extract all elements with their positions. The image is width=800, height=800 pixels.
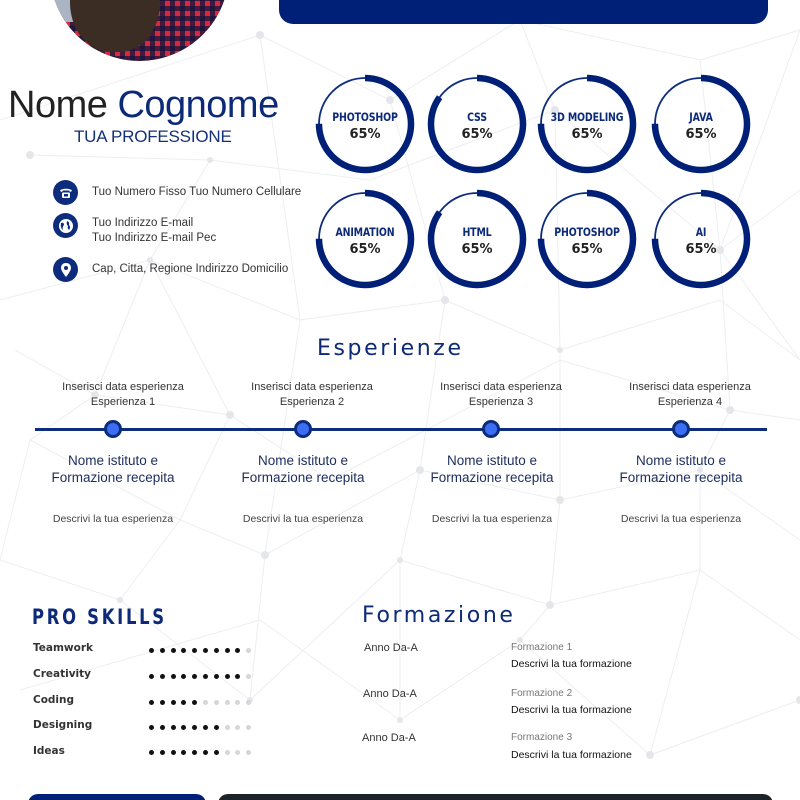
footer-dark-bar — [218, 794, 773, 800]
skill-ring-percent: 65% — [571, 242, 603, 257]
header-banner — [279, 0, 768, 24]
rating-dot-filled — [149, 700, 154, 705]
experience-description: Descrivi la tua esperienza — [431, 513, 553, 525]
education-year: Anno Da-A — [363, 688, 417, 700]
skill-ring-label: CSS — [467, 110, 487, 124]
rating-dot-filled — [203, 674, 208, 679]
experience-description: Descrivi la tua esperienza — [242, 513, 364, 525]
progress-ring-icon — [315, 189, 415, 289]
experience-date-text: Inserisci data esperienza — [440, 381, 562, 393]
rating-dot-filled — [171, 725, 176, 730]
education-label: Formazione 1 — [511, 642, 573, 653]
experience-title — [28, 452, 198, 486]
rating-dot-filled — [192, 725, 197, 730]
contact-phone — [92, 185, 301, 200]
experience-date — [227, 380, 397, 410]
skill-name: Creativity — [33, 668, 92, 680]
rating-dot-filled — [214, 725, 219, 730]
experience-date — [416, 380, 586, 410]
education-description: Descrivi la tua formazione — [511, 704, 632, 716]
rating-dot-filled — [149, 750, 154, 755]
rating-dot-filled — [192, 750, 197, 755]
skill-ring — [651, 189, 751, 289]
timeline-dot — [482, 420, 500, 438]
rating-dot-filled — [214, 750, 219, 755]
progress-ring-icon — [537, 189, 637, 289]
contact-email — [92, 216, 216, 246]
rating-dot-empty — [246, 674, 251, 679]
rating-dot-filled — [171, 674, 176, 679]
skill-name: Teamwork — [33, 642, 93, 654]
rating-dot-filled — [225, 648, 230, 653]
rating-dot-empty — [235, 700, 240, 705]
rating-dot-empty — [235, 725, 240, 730]
experience-title — [218, 452, 388, 486]
skill-ring-percent: 65% — [349, 242, 381, 257]
rating-dot-filled — [160, 674, 165, 679]
skill-ring — [315, 74, 415, 174]
experience-name: Esperienza 2 — [279, 396, 345, 408]
skill-rating — [149, 648, 251, 653]
rating-dot-filled — [149, 674, 154, 679]
skill-ring-label: ANIMATION — [335, 225, 395, 239]
rating-dot-filled — [203, 648, 208, 653]
home-address: Cap, Citta, Regione Indirizzo Domicilio — [92, 263, 289, 275]
skill-rating — [149, 750, 251, 755]
timeline-dot — [294, 420, 312, 438]
profile-photo — [50, 0, 229, 61]
experience-description: Descrivi la tua esperienza — [620, 513, 742, 525]
rating-dot-filled — [214, 674, 219, 679]
contact-address — [92, 262, 288, 277]
experience-training: Formazione recepita — [241, 470, 365, 485]
timeline-dot — [672, 420, 690, 438]
photo-subject — [70, 0, 160, 52]
profession-title: TUA PROFESSIONE — [74, 127, 232, 146]
rating-dot-empty — [235, 750, 240, 755]
rating-dot-filled — [203, 725, 208, 730]
rating-dot-filled — [160, 725, 165, 730]
experience-name: Esperienza 1 — [90, 396, 156, 408]
phone-numbers: Tuo Numero Fisso Tuo Numero Cellulare — [92, 186, 302, 198]
experience-institute: Nome istituto e — [67, 453, 159, 468]
experience-title — [407, 452, 577, 486]
rating-dot-filled — [181, 750, 186, 755]
skill-ring — [537, 189, 637, 289]
skill-ring-label: HTML — [462, 225, 492, 239]
experience-training: Formazione recepita — [619, 470, 743, 485]
rating-dot-filled — [181, 674, 186, 679]
experience-description: Descrivi la tua esperienza — [52, 513, 174, 525]
progress-ring-icon — [427, 189, 527, 289]
skill-rating — [149, 674, 251, 679]
rating-dot-empty — [246, 648, 251, 653]
rating-dot-filled — [160, 750, 165, 755]
skill-ring-label: 3D MODELING — [550, 110, 624, 124]
education-description: Descrivi la tua formazione — [511, 658, 632, 670]
rating-dot-filled — [149, 725, 154, 730]
pec-email-address: Tuo Indirizzo E-mail Pec — [92, 232, 217, 244]
timeline-line — [35, 428, 767, 431]
skill-ring-percent: 65% — [349, 127, 381, 142]
skill-ring-percent: 65% — [685, 127, 717, 142]
skill-ring — [537, 74, 637, 174]
experience-name: Esperienza 4 — [657, 396, 723, 408]
experience-section-title: Esperienze — [317, 336, 464, 361]
skill-ring — [315, 189, 415, 289]
rating-dot-filled — [181, 725, 186, 730]
skill-ring-label: JAVA — [689, 110, 713, 124]
rating-dot-filled — [192, 700, 197, 705]
skill-name: Ideas — [33, 745, 65, 757]
skill-ring — [427, 74, 527, 174]
rating-dot-filled — [192, 648, 197, 653]
rating-dot-filled — [181, 700, 186, 705]
rating-dot-filled — [225, 674, 230, 679]
progress-ring-icon — [315, 74, 415, 174]
skill-ring-percent: 65% — [461, 127, 493, 142]
rating-dot-filled — [181, 648, 186, 653]
rating-dot-filled — [149, 648, 154, 653]
progress-ring-icon — [651, 189, 751, 289]
rating-dot-filled — [192, 674, 197, 679]
experience-date — [605, 380, 775, 410]
rating-dot-empty — [225, 700, 230, 705]
globe-icon — [53, 213, 78, 238]
experience-date-text: Inserisci data esperienza — [62, 381, 184, 393]
skill-rating — [149, 700, 251, 705]
pro-skills-title: PRO SKILLS — [32, 605, 167, 629]
rating-dot-filled — [171, 648, 176, 653]
location-pin-icon — [53, 257, 78, 282]
experience-institute: Nome istituto e — [446, 453, 538, 468]
skill-rating — [149, 725, 251, 730]
rating-dot-empty — [246, 725, 251, 730]
timeline-dot — [104, 420, 122, 438]
skill-ring — [651, 74, 751, 174]
experience-name: Esperienza 3 — [468, 396, 534, 408]
skill-name: Coding — [33, 694, 75, 706]
rating-dot-filled — [235, 674, 240, 679]
experience-date-text: Inserisci data esperienza — [251, 381, 373, 393]
footer-blue-bar — [28, 794, 206, 800]
progress-ring-icon — [651, 74, 751, 174]
skill-ring-label: PHOTOSHOP — [554, 225, 620, 239]
education-year: Anno Da-A — [364, 642, 418, 654]
education-label: Formazione 2 — [511, 688, 573, 699]
rating-dot-filled — [235, 648, 240, 653]
skill-ring — [427, 189, 527, 289]
experience-date — [38, 380, 208, 410]
rating-dot-empty — [203, 700, 208, 705]
experience-date-text: Inserisci data esperienza — [629, 381, 751, 393]
full-name — [8, 84, 279, 127]
rating-dot-filled — [160, 648, 165, 653]
rating-dot-empty — [225, 725, 230, 730]
skill-ring-percent: 65% — [571, 127, 603, 142]
skill-name: Designing — [33, 719, 93, 731]
skill-ring-label: AI — [695, 225, 707, 239]
rating-dot-empty — [225, 750, 230, 755]
skill-ring-percent: 65% — [685, 242, 717, 257]
rating-dot-empty — [214, 700, 219, 705]
experience-title — [596, 452, 766, 486]
education-description: Descrivi la tua formazione — [511, 749, 632, 761]
experience-training: Formazione recepita — [51, 470, 175, 485]
experience-institute: Nome istituto e — [257, 453, 349, 468]
rating-dot-filled — [160, 700, 165, 705]
rating-dot-empty — [246, 700, 251, 705]
progress-ring-icon — [537, 74, 637, 174]
phone-icon — [53, 180, 78, 205]
last-name: Cognome — [117, 84, 279, 126]
experience-training: Formazione recepita — [430, 470, 554, 485]
skill-ring-label: PHOTOSHOP — [332, 110, 398, 124]
progress-ring-icon — [427, 74, 527, 174]
skill-ring-percent: 65% — [461, 242, 493, 257]
education-year: Anno Da-A — [362, 732, 416, 744]
rating-dot-empty — [246, 750, 251, 755]
education-section-title: Formazione — [362, 603, 516, 628]
rating-dot-filled — [171, 700, 176, 705]
email-address: Tuo Indirizzo E-mail — [92, 217, 194, 229]
experience-institute: Nome istituto e — [635, 453, 727, 468]
rating-dot-filled — [214, 648, 219, 653]
education-label: Formazione 3 — [511, 732, 573, 743]
rating-dot-filled — [171, 750, 176, 755]
rating-dot-filled — [203, 750, 208, 755]
first-name: Nome — [8, 84, 108, 126]
